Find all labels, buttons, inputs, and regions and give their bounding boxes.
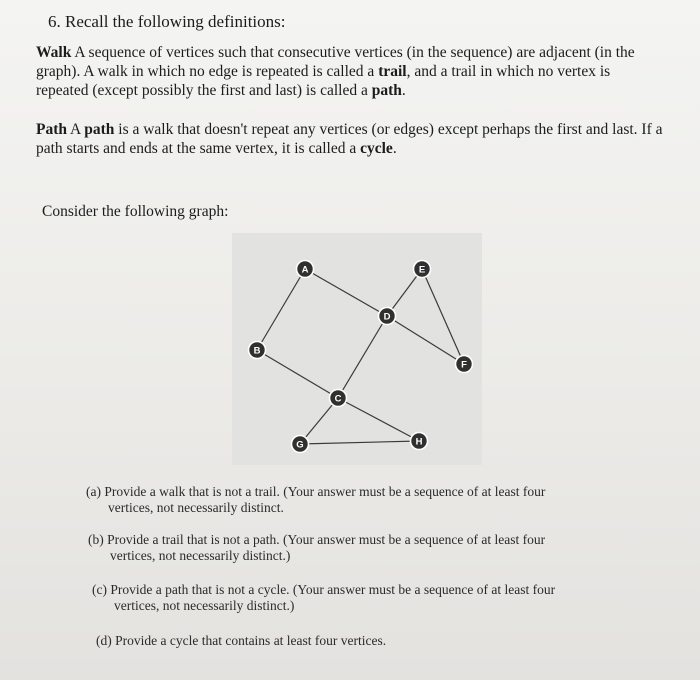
edge-a-b: [257, 269, 305, 350]
walk-definition: [36, 43, 666, 100]
graph-diagram: [232, 233, 482, 465]
consider-text: Consider the following graph:: [42, 203, 229, 220]
path-term-inline: path: [371, 82, 402, 99]
question-a: [86, 484, 646, 516]
path-def-text-1: A: [67, 121, 85, 138]
vertex-a: [297, 261, 314, 278]
graph-figure: [232, 233, 482, 465]
vertex-f-label: F: [461, 359, 467, 371]
cycle-term: cycle: [360, 140, 393, 157]
vertex-d-label: D: [383, 311, 391, 323]
path-def-text-2: is a walk that doesn't repeat any vertices (or edges) except perhaps the first and last. If a path starts and ends at the same vertex, it is called a: [36, 121, 663, 157]
vertex-f: [456, 356, 473, 373]
edge-g-h: [300, 441, 419, 444]
question-c-line-2: vertices, not necessarily distinct.): [114, 598, 295, 613]
vertex-g: [292, 436, 309, 453]
question-a-line-2: vertices, not necessarily distinct.: [108, 500, 284, 515]
path-definition: [36, 120, 666, 158]
edge-d-c: [338, 316, 387, 398]
path-term: Path: [36, 121, 67, 138]
vertex-e-label: E: [418, 264, 426, 276]
vertex-c-label: C: [334, 393, 342, 405]
question-d-line-1: (d) Provide a cycle that contains at least four vertices.: [96, 633, 387, 648]
edge-c-h: [338, 398, 419, 441]
question-b-line-2: vertices, not necessarily distinct.): [110, 548, 291, 563]
vertex-e: [414, 261, 431, 278]
vertex-h-label: H: [415, 436, 423, 448]
vertex-b: [249, 342, 266, 359]
question-b: [88, 532, 648, 564]
vertex-a-label: A: [301, 264, 309, 276]
vertex-c: [330, 390, 347, 407]
question-c-line-1: (c) Provide a path that is not a cycle. (Your answer must be a sequence of at least four: [92, 582, 556, 597]
edge-e-f: [422, 269, 464, 364]
question-a-line-1: (a) Provide a walk that is not a trail. (Your answer must be a sequence of at least four: [86, 484, 546, 499]
vertex-h: [411, 433, 428, 450]
trail-term: trail: [378, 63, 407, 80]
edge-b-c: [257, 350, 338, 398]
walk-term: Walk: [36, 44, 72, 61]
edge-a-d: [305, 269, 387, 316]
vertex-b-label: B: [253, 345, 261, 357]
problem-heading: 6. Recall the following definitions:: [48, 12, 286, 31]
edge-d-f: [387, 316, 464, 364]
walk-def-text-1: A sequence of vertices such that consecutive vertices (in the sequence) are adjacent (in the graph). A walk in which no edge is repeated is called a: [36, 44, 635, 80]
question-b-line-1: (b) Provide a trail that is not a path. (Your answer must be a sequence of at least four: [88, 532, 546, 547]
vertex-d: [379, 308, 396, 325]
walk-def-text-2: , and a trail in which no vertex is repeated (except possibly the first and last) is called a: [36, 63, 611, 99]
question-c: [92, 582, 652, 614]
vertex-g-label: G: [296, 439, 304, 451]
path-term-bold: path: [84, 121, 115, 138]
path-def-text-3: .: [392, 140, 397, 157]
question-d: [96, 633, 656, 649]
walk-def-text-3: .: [401, 82, 406, 99]
